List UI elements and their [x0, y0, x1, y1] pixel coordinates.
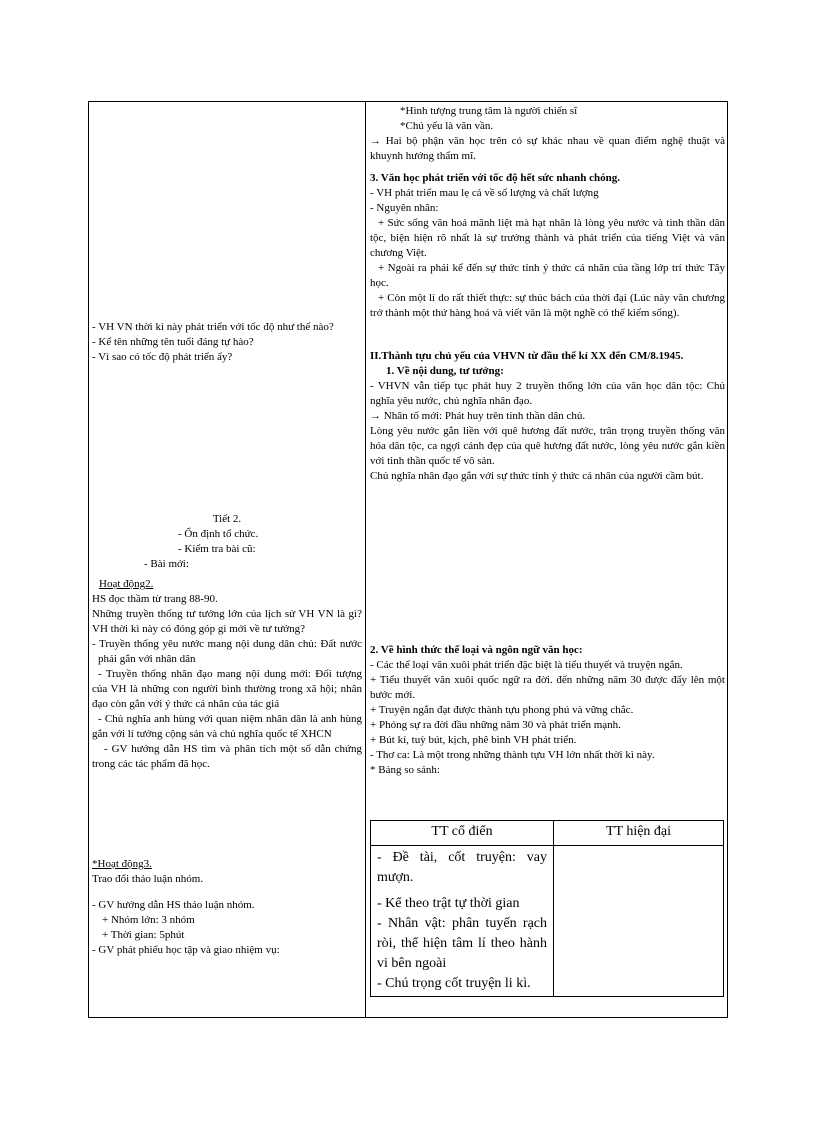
section-3-line: + Ngoài ra phải kể đến sự thức tỉnh ý thức cá nhân của tầng lớp trí thức Tây học. — [370, 262, 725, 289]
activity-2-line: - Chủ nghĩa anh hùng với quan niệm nhân dân là anh hùng gắn với lí tưởng cộng sản và chủ nghĩa quốc tế XHCN — [92, 713, 362, 740]
classic-point: - Kể theo trật tự thời gian — [377, 896, 520, 911]
right-top-line: *Hình tượng trung tâm là người chiến sĩ — [400, 105, 578, 117]
right-top — [370, 104, 725, 164]
subsection-1-line: Chủ nghĩa nhân đạo gắn với sự thức tỉnh ý thức cá nhân của người cầm bút. — [370, 470, 704, 482]
subsection-2-line: - Thơ ca: Là một trong những thành tựu VH lớn nhất thời kì này. — [370, 749, 655, 761]
activity-2-line: - Truyền thống nhân đạo mang nội dung mới: Đối tượng của VH là những con người bình thường trong xã hội; nhân đạo còn gắn với ý thức cá nhân của tác giả — [92, 668, 362, 710]
activity-2-line: - Truyền thống yêu nước mang nội dung dân chủ: Đất nước phải gắn với nhân dân — [92, 638, 362, 665]
section-3-line: + Còn một lí do rất thiết thực: sự thúc bách của thời đại (Lúc này văn chương trở thành một thứ hàng hoá và viết văn là một nghề có thể kiếm sống). — [370, 292, 725, 319]
step-new-lesson: - Bài mới: — [144, 558, 189, 570]
section-3 — [370, 171, 725, 321]
lesson-number: Tiết 2. — [212, 513, 242, 525]
question-3: - Vì sao có tốc độ phát triển ấy? — [92, 351, 233, 363]
comparison-body-row — [371, 846, 724, 997]
activity-3-line: - GV hướng dẫn HS thảo luận nhóm. — [92, 899, 255, 911]
activity-3-line: + Thời gian: 5phút — [102, 929, 185, 941]
section-3-line: - VH phát triển mau lẹ cả về số lượng và chất lượng — [370, 187, 599, 199]
subsection-2 — [370, 643, 725, 778]
comparison-header-row — [371, 821, 724, 846]
subsection-2-line: + Bút kí, tuỳ bút, kịch, phê bình VH phát triển. — [370, 734, 577, 746]
column-divider — [365, 102, 366, 1017]
step-stabilize: - Ổn định tổ chức. — [178, 528, 259, 540]
subsection-2-line: + Phóng sự ra đời đầu những năm 30 và phát triển mạnh. — [370, 719, 621, 731]
subsection-2-line: * Bảng so sánh: — [370, 764, 440, 776]
section-3-line: - Nguyên nhân: — [370, 202, 439, 214]
subsection-1-title: 1. Về nội dung, tư tưởng: — [386, 365, 504, 377]
section-3-line: + Sức sống văn hoá mãnh liệt mà hạt nhân là lòng yêu nước và tinh thần dân tộc, biện hiện rõ nhất là sự trưởng thành và phát triển của tiếng Việt và văn chương Việt. — [370, 217, 725, 259]
activity-3-subtitle: Trao đổi thảo luận nhóm. — [92, 873, 204, 885]
subsection-1-line: → Nhân tố mới: Phát huy trên tinh thần dân chủ. — [370, 410, 586, 422]
classic-point: - Chú trọng cốt truyện li kì. — [377, 976, 531, 991]
activity-3-line: - GV phát phiếu học tập và giao nhiệm vụ: — [92, 944, 280, 956]
subsection-1-line: - VHVN vẫn tiếp tục phát huy 2 truyền thống lớn của văn học dân tộc: Chủ nghĩa yêu nước, chủ nghĩa nhân đạo. — [370, 380, 725, 407]
section-II — [370, 349, 725, 484]
activity-3-title: *Hoạt động3. — [92, 858, 152, 870]
section-II-title: II.Thành tựu chủ yếu của VHVN từ đầu thế kỉ XX đến CM/8.1945. — [370, 350, 684, 362]
lesson-start — [92, 512, 362, 572]
activity-3 — [92, 857, 362, 958]
left-column — [92, 102, 362, 1017]
header-modern: TT hiện đại — [554, 821, 724, 846]
activity-2 — [92, 577, 362, 772]
header-classic: TT cổ điển — [371, 821, 554, 846]
question-block — [92, 320, 362, 365]
subsection-2-title: 2. Về hình thức thể loại và ngôn ngữ văn học: — [370, 644, 583, 656]
activity-3-line: + Nhóm lớn: 3 nhóm — [102, 914, 195, 926]
subsection-2-line: + Tiểu thuyết văn xuôi quốc ngữ ra đời. đến những năm 30 được đẩy lên một bước mới. — [370, 674, 725, 701]
section-3-title: 3. Văn học phát triển với tốc độ hết sức nhanh chóng. — [370, 172, 620, 184]
right-arrow-note: → Hai bộ phận văn học trên có sự khác nhau về quan điểm nghệ thuật và khuynh hướng thẩm mĩ. — [370, 135, 725, 162]
lesson-plan-table — [88, 101, 728, 1018]
step-review: - Kiểm tra bài cũ: — [178, 543, 256, 555]
classic-point: - Nhân vật: phân tuyến rạch ròi, thể hiện tâm lí theo hành vi bên ngoài — [377, 916, 547, 971]
subsection-2-line: - Các thể loại văn xuôi phát triển đặc biệt là tiểu thuyết và truyện ngắn. — [370, 659, 683, 671]
subsection-2-line: + Truyện ngắn đạt được thành tựu phong phú và vững chắc. — [370, 704, 634, 716]
right-top-line: *Chủ yếu là văn vần. — [400, 120, 494, 132]
classic-cell — [371, 846, 554, 997]
activity-2-line: - GV hướng dẫn HS tìm và phân tích một số dẫn chứng trong các tác phẩm đã học. — [92, 743, 362, 770]
activity-2-line: HS đọc thầm từ trang 88-90. — [92, 593, 218, 605]
activity-2-title: Hoạt động2. — [99, 578, 154, 590]
subsection-1-line: Lòng yêu nước gắn liền với quê hương đất nước, trân trọng truyền thống văn hóa dân tộc, ca ngợi cảnh đẹp của quê hương đất nước, lòng yêu nước gắn kiền với tinh thần quốc tế vô sản. — [370, 425, 725, 467]
question-2: - Kể tên những tên tuổi đáng tự hào? — [92, 336, 254, 348]
classic-point: - Đề tài, cốt truyện: vay mượn. — [377, 850, 547, 885]
question-1: - VH VN thời kì này phát triển với tốc độ như thế nào? — [92, 321, 334, 333]
comparison-table — [370, 820, 724, 997]
activity-2-line: Những truyền thống tư tưởng lớn của lịch sử VH VN là gì? VH thời kì này có đóng góp gì mới về tư tưởng? — [92, 608, 362, 635]
modern-cell — [554, 846, 724, 997]
right-column — [370, 102, 725, 1017]
